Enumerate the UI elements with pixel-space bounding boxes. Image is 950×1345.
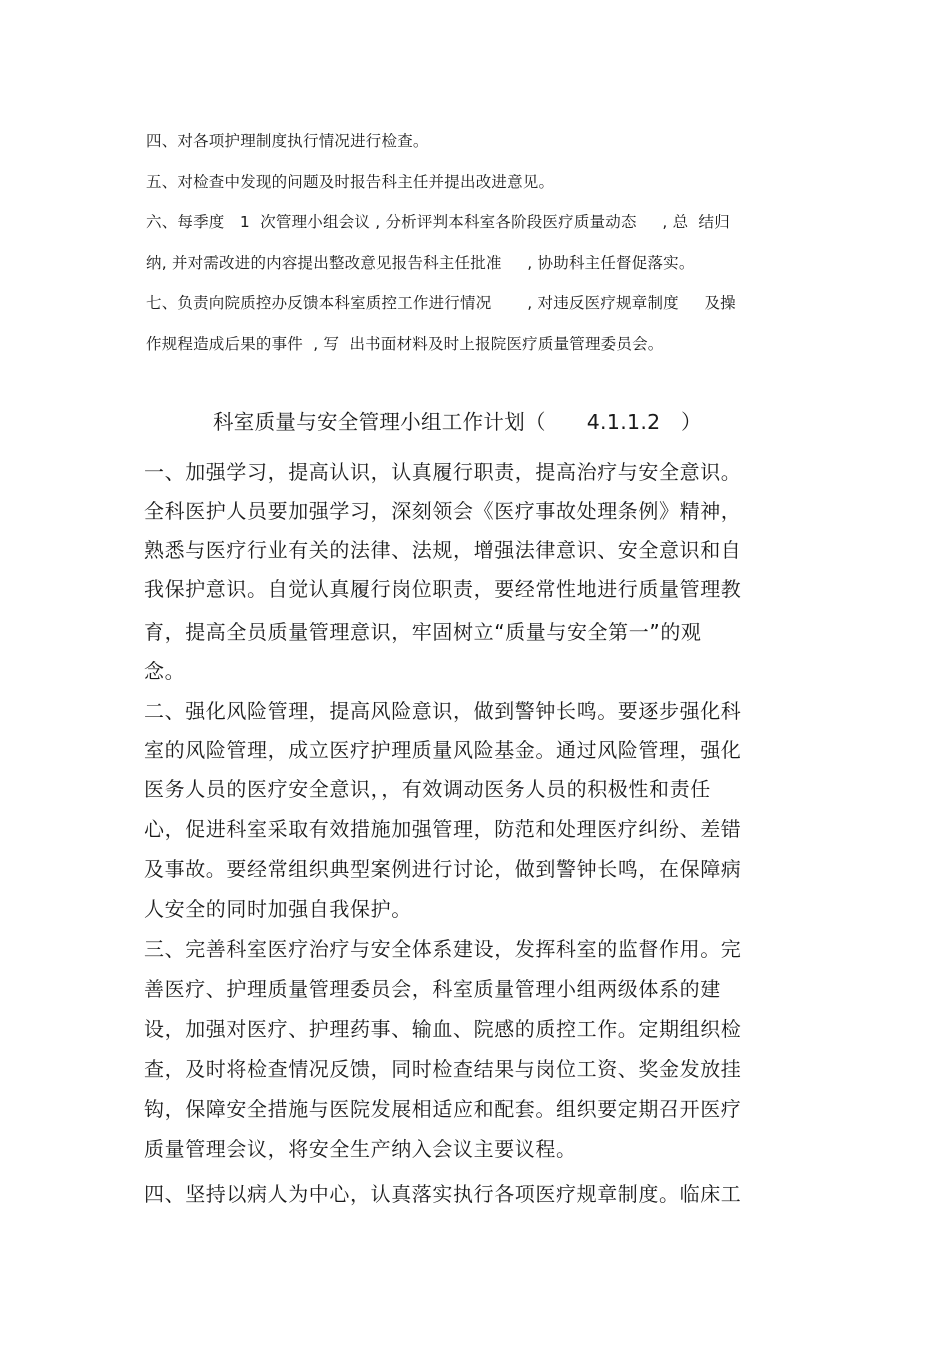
plan-line: 三、完善科室医疗治疗与安全体系建设，发挥科室的监督作用。完 [144, 937, 742, 961]
top-line-2: 五、对检查中发现的问题及时报告科主任并提出改进意见。 [146, 173, 555, 191]
plan-line: 钩，保障安全措施与医院发展相适应和配套。组织要定期召开医疗 [144, 1097, 742, 1121]
top-line-3: 六、每季度 1 次管理小组会议 , 分析评判本科室各阶段医疗质量动态 , 总 结归 [146, 213, 730, 231]
plan-line: 心，促进科室采取有效措施加强管理，防范和处理医疗纠纷、差错 [144, 817, 742, 841]
plan-line: 一、加强学习，提高认识，认真履行职责，提高治疗与安全意识。 [144, 460, 742, 484]
plan-line: 育，提高全员质量管理意识，牢固树立“质量与安全第一”的观 [144, 620, 702, 644]
plan-line: 设，加强对医疗、护理药事、输血、院感的质控工作。定期组织检 [144, 1017, 742, 1041]
plan-line: 及事故。要经常组织典型案例进行讨论，做到警钟长鸣，在保障病 [144, 857, 742, 881]
plan-line: 人安全的同时加强自我保护。 [144, 897, 412, 921]
top-line-5: 七、负责向院质控办反馈本科室质控工作进行情况 , 对违反医疗规章制度 及操 [146, 294, 736, 312]
plan-line: 念。 [144, 659, 186, 683]
plan-line: 熟悉与医疗行业有关的法律、法规，增强法律意识、安全意识和自 [144, 538, 742, 562]
plan-line: 室的风险管理，成立医疗护理质量风险基金。通过风险管理，强化 [144, 738, 742, 762]
plan-line: 二、强化风险管理，提高风险意识，做到警钟长鸣。要逐步强化科 [144, 699, 742, 723]
plan-line: 我保护意识。自觉认真履行岗位职责，要经常性地进行质量管理教 [144, 577, 742, 601]
plan-line: 善医疗、护理质量管理委员会，科室质量管理小组两级体系的建 [144, 977, 721, 1001]
plan-line: 查，及时将检查情况反馈，同时检查结果与岗位工资、奖金发放挂 [144, 1057, 742, 1081]
top-line-1: 四、对各项护理制度执行情况进行检查。 [146, 132, 429, 150]
top-line-6: 作规程造成后果的事件 , 写 出书面材料及时上报院医疗质量管理委员会。 [146, 335, 664, 353]
plan-title: 科室质量与安全管理小组工作计划（ 4.1.1.2 ） [213, 410, 702, 434]
plan-line: 四、坚持以病人为中心，认真落实执行各项医疗规章制度。临床工 [144, 1182, 742, 1206]
plan-line: 全科医护人员要加强学习，深刻领会《医疗事故处理条例》精神， [144, 499, 742, 523]
plan-line: 质量管理会议，将安全生产纳入会议主要议程。 [144, 1137, 577, 1161]
plan-line: 医务人员的医疗安全意识，，有效调动医务人员的积极性和责任 [144, 777, 711, 801]
top-line-4: 纳, 并对需改进的内容提出整改意见报告科主任批准 , 协助科主任督促落实。 [146, 254, 695, 272]
